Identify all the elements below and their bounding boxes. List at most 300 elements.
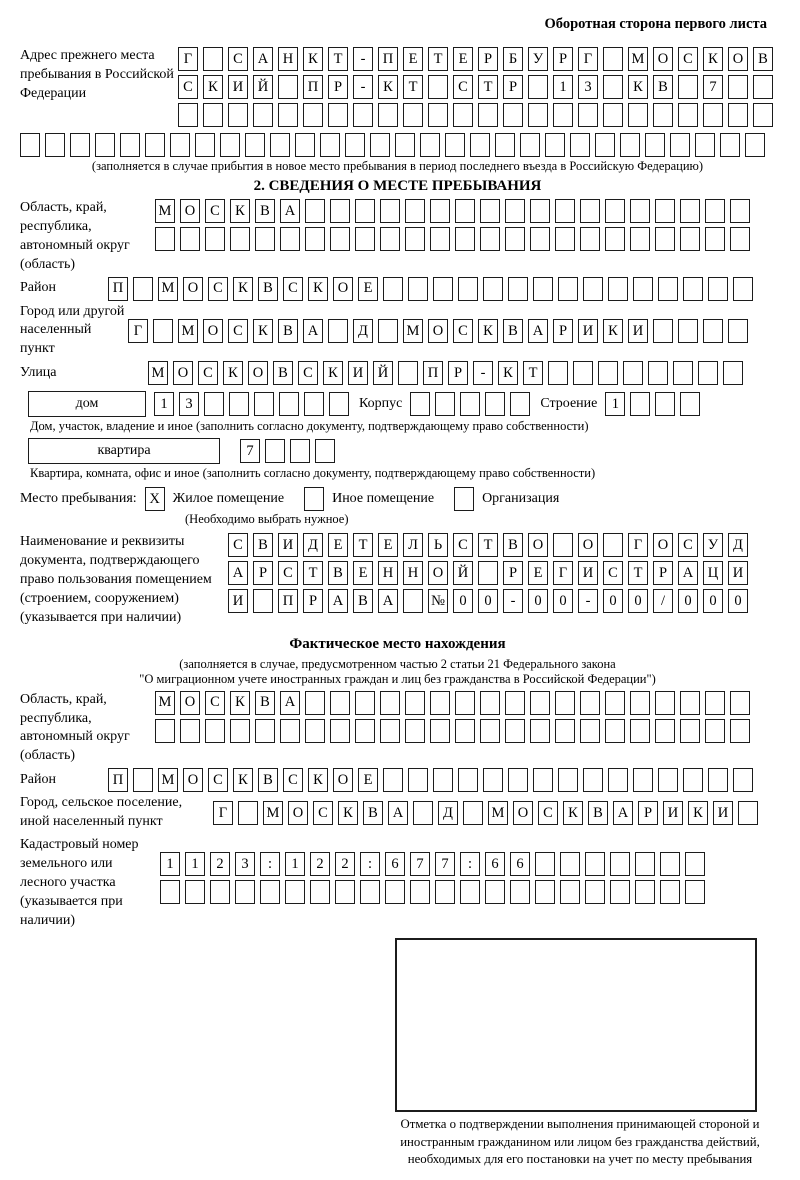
char-box[interactable] [195, 133, 215, 157]
char-box[interactable]: / [653, 589, 673, 613]
char-box[interactable] [453, 103, 473, 127]
char-box[interactable] [680, 719, 700, 743]
char-box[interactable] [530, 719, 550, 743]
char-box[interactable]: О [728, 47, 748, 71]
char-box[interactable] [705, 719, 725, 743]
char-box[interactable] [503, 103, 523, 127]
char-box[interactable]: 0 [728, 589, 748, 613]
char-box[interactable] [560, 880, 580, 904]
korpus-row[interactable] [410, 392, 530, 416]
char-box[interactable]: А [613, 801, 633, 825]
char-box[interactable] [605, 227, 625, 251]
char-box[interactable]: О [183, 277, 203, 301]
char-box[interactable]: К [628, 75, 648, 99]
char-box[interactable]: Г [178, 47, 198, 71]
char-box[interactable] [70, 133, 90, 157]
char-box[interactable]: Т [353, 533, 373, 557]
char-box[interactable]: 2 [210, 852, 230, 876]
char-box[interactable] [520, 133, 540, 157]
char-box[interactable] [428, 103, 448, 127]
char-box[interactable]: Н [378, 561, 398, 585]
char-box[interactable]: А [253, 47, 273, 71]
char-box[interactable] [355, 691, 375, 715]
char-box[interactable]: С [178, 75, 198, 99]
char-box[interactable] [733, 277, 753, 301]
char-box[interactable]: - [578, 589, 598, 613]
char-box[interactable] [145, 133, 165, 157]
char-box[interactable] [435, 392, 455, 416]
char-box[interactable]: Г [213, 801, 233, 825]
char-box[interactable] [585, 880, 605, 904]
char-box[interactable]: Ь [428, 533, 448, 557]
char-box[interactable] [330, 691, 350, 715]
char-box[interactable] [380, 691, 400, 715]
char-box[interactable]: Р [653, 561, 673, 585]
char-box[interactable] [558, 768, 578, 792]
char-box[interactable]: Н [278, 47, 298, 71]
char-box[interactable]: Д [728, 533, 748, 557]
char-box[interactable] [510, 392, 530, 416]
char-box[interactable] [180, 227, 200, 251]
char-box[interactable]: С [298, 361, 318, 385]
char-box[interactable]: И [728, 561, 748, 585]
char-box[interactable]: В [363, 801, 383, 825]
char-box[interactable]: Н [403, 561, 423, 585]
char-box[interactable] [330, 719, 350, 743]
char-box[interactable] [370, 133, 390, 157]
char-box[interactable] [455, 691, 475, 715]
char-box[interactable] [610, 880, 630, 904]
char-box[interactable]: П [423, 361, 443, 385]
char-box[interactable] [480, 719, 500, 743]
char-box[interactable] [265, 439, 285, 463]
char-box[interactable] [378, 319, 398, 343]
char-box[interactable] [290, 439, 310, 463]
char-box[interactable] [583, 768, 603, 792]
district-row[interactable] [108, 277, 753, 301]
house-number-row[interactable] [154, 392, 349, 416]
char-box[interactable] [420, 133, 440, 157]
char-box[interactable] [655, 392, 675, 416]
char-box[interactable] [455, 199, 475, 223]
char-box[interactable]: 6 [485, 852, 505, 876]
char-box[interactable] [480, 691, 500, 715]
char-box[interactable]: 1 [154, 392, 174, 416]
char-box[interactable]: К [230, 691, 250, 715]
char-box[interactable] [635, 852, 655, 876]
char-box[interactable] [630, 199, 650, 223]
char-box[interactable] [533, 277, 553, 301]
char-box[interactable]: А [280, 691, 300, 715]
char-box[interactable]: И [578, 319, 598, 343]
char-box[interactable] [458, 768, 478, 792]
char-box[interactable] [355, 199, 375, 223]
char-box[interactable]: С [283, 277, 303, 301]
char-box[interactable]: К [338, 801, 358, 825]
char-box[interactable]: В [255, 691, 275, 715]
char-box[interactable]: 7 [703, 75, 723, 99]
char-box[interactable]: 3 [179, 392, 199, 416]
char-box[interactable] [633, 277, 653, 301]
char-box[interactable] [655, 227, 675, 251]
char-box[interactable] [730, 227, 750, 251]
char-box[interactable]: - [353, 47, 373, 71]
char-box[interactable] [254, 392, 274, 416]
char-box[interactable]: С [453, 319, 473, 343]
char-box[interactable] [408, 768, 428, 792]
char-box[interactable]: С [208, 768, 228, 792]
char-box[interactable]: 1 [285, 852, 305, 876]
char-box[interactable]: А [378, 589, 398, 613]
char-box[interactable] [728, 103, 748, 127]
char-box[interactable] [403, 589, 423, 613]
char-box[interactable]: - [473, 361, 493, 385]
char-box[interactable] [238, 801, 258, 825]
char-box[interactable]: Р [503, 75, 523, 99]
char-box[interactable] [408, 277, 428, 301]
char-box[interactable] [485, 392, 505, 416]
char-box[interactable] [410, 880, 430, 904]
char-box[interactable]: Р [638, 801, 658, 825]
char-box[interactable] [480, 227, 500, 251]
char-box[interactable] [229, 392, 249, 416]
char-box[interactable] [430, 691, 450, 715]
char-box[interactable]: - [353, 75, 373, 99]
char-box[interactable] [603, 533, 623, 557]
char-box[interactable] [630, 392, 650, 416]
char-box[interactable]: У [703, 533, 723, 557]
char-box[interactable]: О [333, 768, 353, 792]
char-box[interactable] [628, 103, 648, 127]
char-box[interactable] [630, 719, 650, 743]
char-box[interactable] [353, 103, 373, 127]
char-box[interactable]: Р [328, 75, 348, 99]
char-box[interactable] [583, 277, 603, 301]
char-box[interactable] [680, 199, 700, 223]
char-box[interactable] [463, 801, 483, 825]
char-box[interactable]: Й [373, 361, 393, 385]
char-box[interactable] [380, 227, 400, 251]
char-box[interactable]: О [578, 533, 598, 557]
char-box[interactable] [20, 133, 40, 157]
char-box[interactable]: С [283, 768, 303, 792]
char-box[interactable] [585, 852, 605, 876]
char-box[interactable] [678, 103, 698, 127]
char-box[interactable] [673, 361, 693, 385]
char-box[interactable] [178, 103, 198, 127]
char-box[interactable] [295, 133, 315, 157]
char-box[interactable]: В [255, 199, 275, 223]
char-box[interactable]: О [180, 691, 200, 715]
char-box[interactable]: К [378, 75, 398, 99]
char-box[interactable] [203, 47, 223, 71]
char-box[interactable] [528, 75, 548, 99]
char-box[interactable]: Е [378, 533, 398, 557]
char-box[interactable] [508, 768, 528, 792]
char-box[interactable]: О [513, 801, 533, 825]
char-box[interactable]: Е [328, 533, 348, 557]
char-box[interactable] [730, 719, 750, 743]
char-box[interactable]: Р [553, 319, 573, 343]
char-box[interactable] [203, 103, 223, 127]
char-box[interactable]: И [713, 801, 733, 825]
stay-option-other-checkbox[interactable] [304, 487, 324, 511]
prev-address-row-3[interactable] [178, 103, 773, 127]
char-box[interactable] [378, 103, 398, 127]
char-box[interactable]: И [348, 361, 368, 385]
char-box[interactable]: 0 [553, 589, 573, 613]
char-box[interactable] [280, 227, 300, 251]
char-box[interactable]: Е [528, 561, 548, 585]
char-box[interactable]: С [538, 801, 558, 825]
char-box[interactable] [320, 133, 340, 157]
document-row-3[interactable] [228, 589, 748, 613]
actual-city-row[interactable] [213, 801, 758, 825]
char-box[interactable]: Г [578, 47, 598, 71]
char-box[interactable]: Й [453, 561, 473, 585]
char-box[interactable] [738, 801, 758, 825]
char-box[interactable] [573, 361, 593, 385]
char-box[interactable]: 1 [553, 75, 573, 99]
char-box[interactable]: 2 [310, 852, 330, 876]
char-box[interactable]: 0 [453, 589, 473, 613]
char-box[interactable] [553, 103, 573, 127]
char-box[interactable] [329, 392, 349, 416]
char-box[interactable]: С [205, 691, 225, 715]
char-box[interactable]: О [333, 277, 353, 301]
char-box[interactable] [680, 392, 700, 416]
char-box[interactable] [720, 133, 740, 157]
char-box[interactable] [745, 133, 765, 157]
document-row-2[interactable] [228, 561, 748, 585]
char-box[interactable] [570, 133, 590, 157]
char-box[interactable] [305, 719, 325, 743]
char-box[interactable]: М [263, 801, 283, 825]
char-box[interactable] [345, 133, 365, 157]
char-box[interactable] [285, 880, 305, 904]
char-box[interactable]: С [313, 801, 333, 825]
char-box[interactable]: И [228, 75, 248, 99]
char-box[interactable]: С [678, 47, 698, 71]
char-box[interactable] [630, 691, 650, 715]
char-box[interactable] [383, 768, 403, 792]
char-box[interactable] [558, 277, 578, 301]
char-box[interactable]: 0 [678, 589, 698, 613]
char-box[interactable] [535, 852, 555, 876]
char-box[interactable]: В [753, 47, 773, 71]
char-box[interactable] [380, 199, 400, 223]
char-box[interactable]: 0 [703, 589, 723, 613]
char-box[interactable] [433, 277, 453, 301]
char-box[interactable]: А [388, 801, 408, 825]
char-box[interactable] [730, 691, 750, 715]
char-box[interactable] [235, 880, 255, 904]
char-box[interactable] [485, 880, 505, 904]
street-row[interactable] [148, 361, 743, 385]
char-box[interactable]: 6 [510, 852, 530, 876]
char-box[interactable] [185, 880, 205, 904]
char-box[interactable]: А [328, 589, 348, 613]
char-box[interactable]: С [228, 319, 248, 343]
char-box[interactable] [328, 103, 348, 127]
char-box[interactable]: А [280, 199, 300, 223]
char-box[interactable]: 3 [578, 75, 598, 99]
char-box[interactable]: Р [448, 361, 468, 385]
char-box[interactable]: Р [303, 589, 323, 613]
char-box[interactable]: Д [303, 533, 323, 557]
char-box[interactable]: № [428, 589, 448, 613]
char-box[interactable] [180, 719, 200, 743]
char-box[interactable] [315, 439, 335, 463]
char-box[interactable]: В [328, 561, 348, 585]
char-box[interactable] [280, 719, 300, 743]
char-box[interactable]: А [528, 319, 548, 343]
char-box[interactable]: С [208, 277, 228, 301]
char-box[interactable] [655, 199, 675, 223]
char-box[interactable] [548, 361, 568, 385]
char-box[interactable]: К [563, 801, 583, 825]
char-box[interactable] [730, 199, 750, 223]
char-box[interactable]: К [223, 361, 243, 385]
char-box[interactable]: С [228, 533, 248, 557]
char-box[interactable]: Т [628, 561, 648, 585]
char-box[interactable] [528, 103, 548, 127]
char-box[interactable]: 1 [185, 852, 205, 876]
char-box[interactable]: М [155, 199, 175, 223]
char-box[interactable]: М [148, 361, 168, 385]
char-box[interactable] [733, 768, 753, 792]
char-box[interactable]: 0 [528, 589, 548, 613]
char-box[interactable]: 0 [603, 589, 623, 613]
char-box[interactable] [433, 768, 453, 792]
char-box[interactable] [505, 227, 525, 251]
char-box[interactable]: 1 [605, 392, 625, 416]
char-box[interactable]: Г [628, 533, 648, 557]
char-box[interactable]: К [703, 47, 723, 71]
char-box[interactable] [205, 227, 225, 251]
city-row[interactable] [128, 319, 748, 343]
char-box[interactable] [430, 719, 450, 743]
char-box[interactable] [405, 719, 425, 743]
char-box[interactable] [304, 392, 324, 416]
char-box[interactable]: О [528, 533, 548, 557]
char-box[interactable] [230, 227, 250, 251]
char-box[interactable] [245, 133, 265, 157]
char-box[interactable] [533, 768, 553, 792]
char-box[interactable] [410, 392, 430, 416]
char-box[interactable] [530, 691, 550, 715]
char-box[interactable] [703, 103, 723, 127]
char-box[interactable]: М [403, 319, 423, 343]
char-box[interactable]: И [628, 319, 648, 343]
char-box[interactable]: Т [478, 533, 498, 557]
stay-option-residential-checkbox[interactable]: X [145, 487, 165, 511]
char-box[interactable]: П [108, 277, 128, 301]
char-box[interactable] [645, 133, 665, 157]
char-box[interactable]: О [180, 199, 200, 223]
cadastral-row-1[interactable] [160, 852, 705, 876]
char-box[interactable] [728, 75, 748, 99]
char-box[interactable]: 0 [628, 589, 648, 613]
char-box[interactable]: С [678, 533, 698, 557]
char-box[interactable] [478, 103, 498, 127]
char-box[interactable]: Т [303, 561, 323, 585]
char-box[interactable]: М [178, 319, 198, 343]
char-box[interactable]: В [653, 75, 673, 99]
prev-address-row-1[interactable] [178, 47, 773, 71]
char-box[interactable] [303, 103, 323, 127]
char-box[interactable]: С [603, 561, 623, 585]
char-box[interactable]: Е [358, 277, 378, 301]
char-box[interactable] [753, 103, 773, 127]
char-box[interactable] [403, 103, 423, 127]
char-box[interactable] [270, 133, 290, 157]
char-box[interactable]: Л [403, 533, 423, 557]
char-box[interactable] [633, 768, 653, 792]
char-box[interactable]: К [253, 319, 273, 343]
char-box[interactable] [695, 133, 715, 157]
char-box[interactable]: : [360, 852, 380, 876]
char-box[interactable]: Е [403, 47, 423, 71]
char-box[interactable] [685, 880, 705, 904]
char-box[interactable] [658, 768, 678, 792]
char-box[interactable] [385, 880, 405, 904]
char-box[interactable]: Т [523, 361, 543, 385]
char-box[interactable] [155, 227, 175, 251]
char-box[interactable] [278, 75, 298, 99]
char-box[interactable] [204, 392, 224, 416]
char-box[interactable] [478, 561, 498, 585]
char-box[interactable] [360, 880, 380, 904]
char-box[interactable]: Р [478, 47, 498, 71]
char-box[interactable] [460, 880, 480, 904]
char-box[interactable] [230, 719, 250, 743]
char-box[interactable]: 7 [410, 852, 430, 876]
char-box[interactable] [608, 277, 628, 301]
char-box[interactable] [305, 227, 325, 251]
char-box[interactable] [580, 199, 600, 223]
char-box[interactable] [683, 277, 703, 301]
char-box[interactable]: М [628, 47, 648, 71]
char-box[interactable] [505, 199, 525, 223]
char-box[interactable]: О [428, 561, 448, 585]
char-box[interactable]: Р [503, 561, 523, 585]
char-box[interactable]: Т [328, 47, 348, 71]
char-box[interactable] [155, 719, 175, 743]
actual-region-row-1[interactable] [155, 691, 750, 715]
char-box[interactable] [685, 852, 705, 876]
char-box[interactable] [723, 361, 743, 385]
char-box[interactable] [153, 319, 173, 343]
char-box[interactable] [398, 361, 418, 385]
char-box[interactable] [728, 319, 748, 343]
char-box[interactable]: М [158, 768, 178, 792]
char-box[interactable] [455, 227, 475, 251]
char-box[interactable]: В [253, 533, 273, 557]
char-box[interactable] [160, 880, 180, 904]
char-box[interactable]: И [578, 561, 598, 585]
char-box[interactable]: О [653, 47, 673, 71]
char-box[interactable] [545, 133, 565, 157]
char-box[interactable] [355, 227, 375, 251]
stay-option-organization-checkbox[interactable] [454, 487, 474, 511]
char-box[interactable] [445, 133, 465, 157]
char-box[interactable]: К [498, 361, 518, 385]
char-box[interactable]: К [688, 801, 708, 825]
char-box[interactable] [133, 768, 153, 792]
char-box[interactable]: О [428, 319, 448, 343]
char-box[interactable] [648, 361, 668, 385]
